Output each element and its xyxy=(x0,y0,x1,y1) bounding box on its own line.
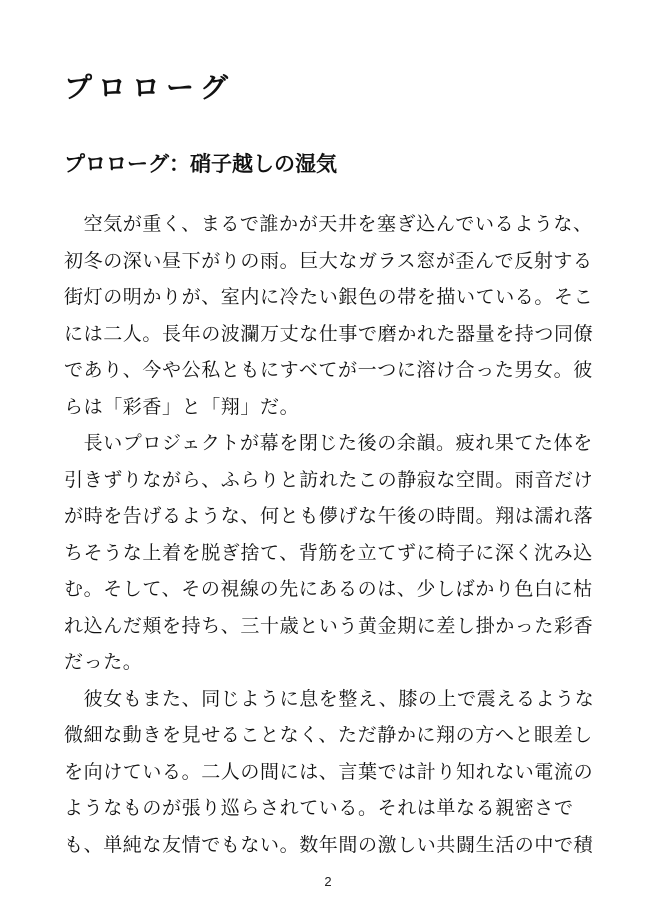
text-line: を向けている。二人の間には、言葉では計り知れない電流の xyxy=(64,760,594,783)
text-line: には二人。長年の波瀾万丈な仕事で磨かれた器量を持つ同僚 xyxy=(64,322,594,345)
paragraph-3 xyxy=(64,681,604,864)
text-line: 長いプロジェクトが幕を閉じた後の余韻。疲れ果てた体を xyxy=(64,432,593,454)
text-line: れ込んだ頬を持ち、三十歳という黄金期に差し掛かった彩香 xyxy=(64,614,594,637)
text-line: ちそうな上着を脱ぎ捨て、背筋を立てずに椅子に深く沈み込 xyxy=(64,541,593,564)
text-line: 初冬の深い昼下がりの雨。巨大なガラス窓が歪んで反射する xyxy=(64,249,593,272)
body-text xyxy=(64,206,604,863)
text-line: ようなものが張り巡らされている。それは単なる親密さで xyxy=(64,797,574,819)
text-line: だった。 xyxy=(64,651,143,673)
text-line: む。そして、その視線の先にあるのは、少しばかり色白に枯 xyxy=(64,578,593,600)
page-number: 2 xyxy=(324,874,332,889)
paragraph-1 xyxy=(64,206,604,425)
text-line: 引きずりながら、ふらりと訪れたこの静寂な空間。雨音だけ xyxy=(64,468,594,491)
text-line: らは「彩香」と「翔」だ。 xyxy=(64,395,300,418)
text-line: 空気が重く、まるで誰かが天井を塞ぎ込んでいるような、 xyxy=(64,213,593,235)
chapter-title: プロローグ xyxy=(64,71,235,104)
text-line: も、単純な友情でもない。数年間の激しい共闘生活の中で積 xyxy=(64,833,594,856)
text-line: が時を告げるような、何とも儚げな午後の時間。翔は濡れ落 xyxy=(64,505,594,527)
paragraph-2 xyxy=(64,425,604,681)
text-line: 彼女もまた、同じように息を整え、膝の上で震えるような xyxy=(64,687,595,710)
section-title: プロローグ：硝子越しの湿気 xyxy=(64,151,337,176)
text-line: 微細な動きを見せることなく、ただ静かに翔の方へと眼差し xyxy=(64,724,593,746)
text-line: 街灯の明かりが、室内に冷たい銀色の帯を描いている。そこ xyxy=(64,286,594,308)
text-line: であり、今や公私ともにすべてが一つに溶け合った男女。彼 xyxy=(64,359,593,381)
